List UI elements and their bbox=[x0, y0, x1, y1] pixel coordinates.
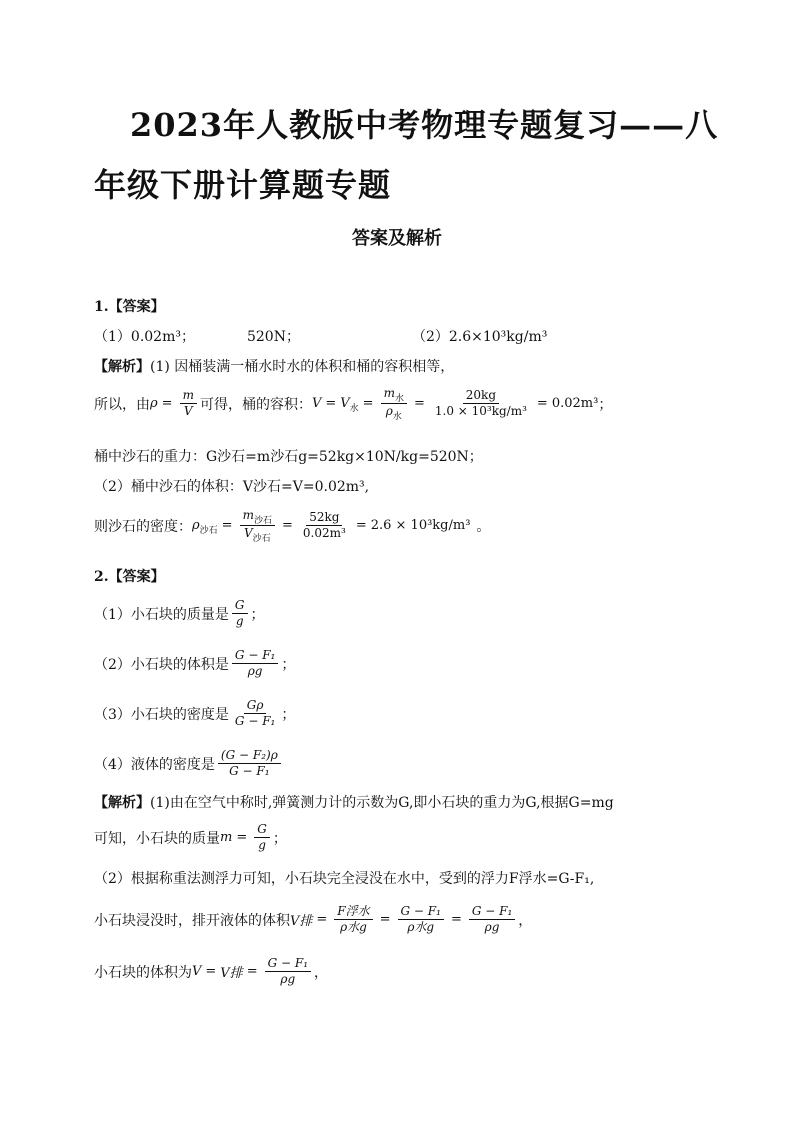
denominator: G − F₁ bbox=[229, 764, 270, 778]
denominator: ρ水g bbox=[340, 920, 367, 934]
subscript: 沙石 bbox=[199, 526, 218, 536]
q2-answer-1 bbox=[94, 598, 265, 629]
q2-stone-volume-line bbox=[94, 956, 328, 987]
q2-answer-3 bbox=[94, 698, 295, 729]
subscript: 沙石 bbox=[253, 516, 272, 526]
denominator: g bbox=[258, 838, 266, 852]
q2-analysis-line1 bbox=[94, 792, 614, 812]
fraction bbox=[432, 388, 530, 419]
fraction bbox=[180, 388, 197, 419]
document-title-line2: 年级下册计算题专题 bbox=[94, 166, 392, 204]
fraction bbox=[300, 510, 349, 541]
document-title-line1: 2023年人教版中考物理专题复习——八 bbox=[130, 106, 719, 144]
text: ； bbox=[281, 706, 296, 723]
q1-density-line bbox=[94, 508, 490, 543]
result: 2.6 × 10³kg/m³ bbox=[370, 518, 471, 533]
analysis-text: (1)由在空气中称时,弹簧测力计的示数为G,即小石块的重力为G,根据G=mg bbox=[150, 795, 614, 811]
q1-gravity-line: 桶中沙石的重力：G沙石=m沙石g=52kg×10N/kg=520N； bbox=[94, 449, 483, 465]
fraction bbox=[398, 904, 444, 935]
subscript: 水 bbox=[392, 412, 402, 422]
q2-displacement-line bbox=[94, 904, 532, 935]
q1-volume-line: （2）桶中沙石的体积：V沙石=V=0.02m³, bbox=[94, 479, 370, 495]
fraction bbox=[232, 698, 278, 729]
text: （1）小石块的质量是 bbox=[94, 606, 229, 623]
numerator: G − F₁ bbox=[469, 904, 515, 920]
fraction bbox=[265, 956, 311, 987]
text: ； bbox=[281, 656, 296, 673]
subscript: 沙石 bbox=[252, 534, 271, 544]
text: 可得，桶的容积： bbox=[199, 396, 312, 413]
formula-density: ρ = $\frac{m}{V}$ bbox=[150, 388, 200, 419]
result: 0.02m³ bbox=[551, 396, 599, 411]
formula-volume: V = V 水 = $\frac{m_水}{\rho_水}$ = $\frac{20kg}{\text{1.0 × 10³kg/m³}}$ = 0.02m³ bbox=[311, 386, 599, 422]
denominator: g bbox=[235, 614, 244, 628]
denominator: ρ水g bbox=[407, 920, 435, 934]
numerator bbox=[240, 508, 275, 526]
symbol-V-disp: V排 bbox=[220, 966, 243, 981]
text: ； bbox=[250, 606, 265, 623]
denominator bbox=[383, 404, 405, 421]
analysis-heading: 【解析】 bbox=[94, 359, 150, 375]
symbol-V-disp: V排 bbox=[290, 914, 313, 929]
text: 所以，由 bbox=[94, 396, 150, 413]
q1-answer-2: 520N； bbox=[246, 329, 300, 345]
q2-mass-line bbox=[94, 822, 287, 853]
numerator: G − F₁ bbox=[398, 904, 444, 920]
text: ， bbox=[518, 912, 533, 929]
text: （4）液体的密度是 bbox=[94, 756, 215, 773]
analysis-heading: 【解析】 bbox=[94, 795, 150, 811]
q1-analysis-line2 bbox=[94, 386, 612, 421]
denominator: ρg bbox=[247, 664, 263, 678]
denominator bbox=[241, 526, 274, 543]
symbol-m: m bbox=[242, 508, 254, 522]
analysis-text: (1) 因桶装满一桶水时水的体积和桶的容积相等， bbox=[150, 359, 455, 375]
q1-analysis-line1 bbox=[94, 356, 454, 376]
denominator: 0.02m³ bbox=[302, 526, 346, 540]
text: 可知，小石块的质量 bbox=[94, 830, 220, 847]
fraction bbox=[232, 598, 248, 629]
numerator: G bbox=[254, 822, 270, 838]
text: ， bbox=[314, 964, 328, 981]
fraction bbox=[381, 386, 407, 421]
q1-label: 1.【答案】 bbox=[94, 299, 165, 315]
denominator: 1.0 × 10³kg/m³ bbox=[434, 404, 527, 418]
symbol-rho: ρ bbox=[192, 518, 200, 533]
denominator: G − F₁ bbox=[234, 714, 276, 728]
fraction bbox=[254, 822, 270, 853]
numerator: m bbox=[180, 388, 197, 404]
symbol-rho: ρ bbox=[385, 404, 393, 418]
text: 小石块浸没时，排开液体的体积 bbox=[94, 912, 290, 929]
fraction bbox=[334, 904, 372, 935]
q1-answer-3: （2）2.6×10³kg/m³ bbox=[411, 329, 548, 345]
subscript: 水 bbox=[349, 404, 359, 414]
section-subtitle: 答案及解析 bbox=[352, 228, 442, 249]
numerator: G − F₁ bbox=[265, 956, 311, 972]
q2-label: 2.【答案】 bbox=[94, 569, 165, 585]
q2-answer-2 bbox=[94, 648, 295, 679]
text: 。 bbox=[476, 518, 491, 535]
symbol-V: V bbox=[311, 396, 322, 411]
text: 则沙石的密度： bbox=[94, 518, 192, 535]
formula-sand-density: ρ 沙石 = $\frac{m_{沙石}}{V_{沙石}}$ = $\frac{52kg}{\text{0.02m³}}$ = 2.6 × 10³kg/m³ bbox=[192, 508, 471, 544]
denominator: ρg bbox=[280, 972, 296, 986]
denominator: V bbox=[183, 404, 193, 418]
fraction bbox=[240, 508, 275, 543]
symbol-V: V bbox=[243, 526, 253, 540]
numerator: G − F₁ bbox=[232, 648, 278, 664]
q1-answers bbox=[94, 326, 547, 346]
q1-answer-1: （1）0.02m³； bbox=[94, 329, 195, 345]
symbol-rho: ρ bbox=[150, 396, 158, 411]
text: （2）小石块的体积是 bbox=[94, 656, 229, 673]
q2-buoyancy-line: （2）根据称重法测浮力可知，小石块完全浸没在水中，受到的浮力F浮水=G-F₁, bbox=[94, 871, 595, 887]
fraction bbox=[232, 648, 278, 679]
fraction bbox=[218, 748, 281, 779]
denominator: ρg bbox=[484, 920, 500, 934]
symbol-m: m bbox=[383, 386, 395, 400]
numerator: 52kg bbox=[306, 510, 342, 526]
numerator bbox=[381, 386, 407, 404]
text: ； bbox=[272, 830, 287, 847]
fraction bbox=[469, 904, 515, 935]
text: （3）小石块的密度是 bbox=[94, 706, 229, 723]
symbol-V: V bbox=[340, 396, 350, 411]
q2-answer-4 bbox=[94, 748, 284, 779]
formula-mass: m = $\frac{G}{g}$ bbox=[220, 822, 273, 853]
numerator: (G − F₂)ρ bbox=[218, 748, 281, 764]
numerator: 20kg bbox=[463, 388, 499, 404]
text: 小石块的体积为 bbox=[94, 964, 192, 981]
numerator: G bbox=[232, 598, 248, 614]
text: ； bbox=[598, 396, 613, 413]
formula-displacement: V排 = $\frac{\text{F浮水}}{\text{ρ水g}}$ = $\frac{\text{G − F₁}}{\text{ρ水g}}$ = $\frac{\text{G − F₁}}{\rho g}$ bbox=[290, 904, 518, 935]
formula-stone-volume: V = V排 = $\frac{\text{G − F₁}}{\rho g}$ bbox=[192, 956, 314, 987]
numerator: Gρ bbox=[244, 698, 267, 714]
numerator: F浮水 bbox=[334, 904, 372, 920]
subscript: 水 bbox=[394, 394, 404, 404]
